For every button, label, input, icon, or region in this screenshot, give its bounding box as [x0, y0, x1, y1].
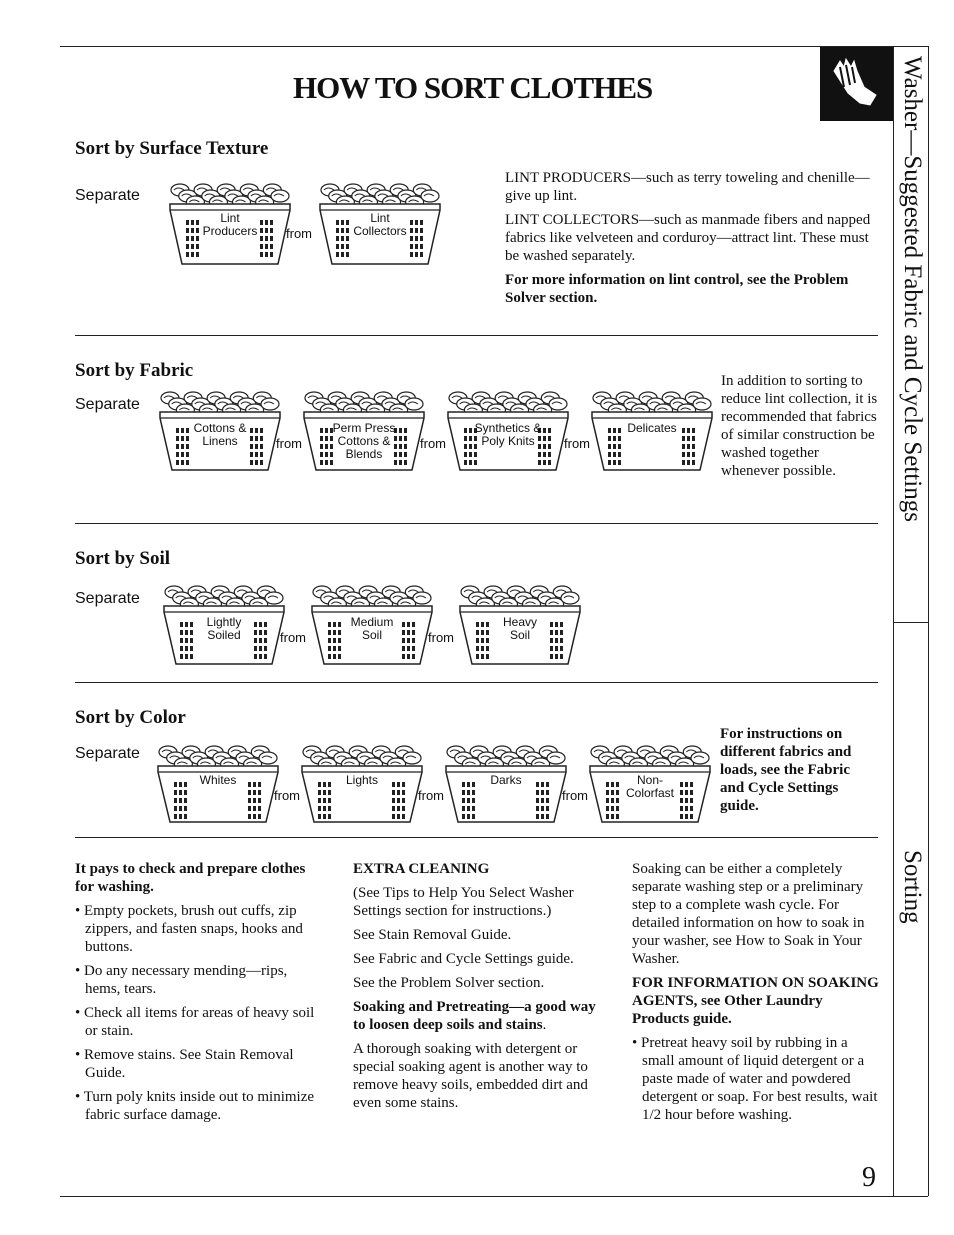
stain-guide-ref: See Stain Removal Guide.: [353, 927, 512, 943]
list-item: • Do any necessary mending—rips, hems, tears.: [75, 963, 288, 997]
basket-label: Lint Producers: [202, 211, 258, 238]
texture-heading: Sort by Surface Texture: [75, 138, 269, 159]
soaking-list: [632, 1034, 882, 1124]
hand-pointing-icon: [820, 47, 893, 121]
soaking-pretreating: [353, 998, 608, 1034]
list-item: • Remove stains. See Stain Removal Guide.: [75, 1047, 294, 1081]
texture-text: [505, 169, 875, 313]
prepare-list: [75, 902, 325, 1124]
basket-label: Perm Press Cottons & Blends: [332, 421, 396, 461]
soil-separate-label: Separate: [75, 590, 140, 607]
soaking-pretreating-end: .: [542, 1017, 547, 1033]
basket-label: Lights: [345, 773, 379, 787]
extra-cleaning-tips: (See Tips to Help You Select Washer Settings section for instructions.): [353, 885, 574, 919]
soaking-agents-note: FOR INFORMATION ON SOAKING AGENTS, see Other Laundry Products guide.: [632, 975, 879, 1027]
top-rule: [60, 46, 928, 47]
basket-label: Non- Colorfast: [625, 773, 675, 800]
side-tab-sorting: Sorting: [899, 850, 926, 924]
lint-producers-text: LINT PRODUCERS—such as terry toweling and chenille—give up lint.: [505, 170, 870, 204]
from-label: from: [276, 436, 302, 451]
soil-heading: Sort by Soil: [75, 548, 171, 569]
divider-2: [75, 523, 878, 524]
page-title: HOW TO SORT CLOTHES: [293, 70, 653, 105]
from-label: from: [280, 630, 306, 645]
list-item: • Empty pockets, brush out cuffs, zip zippers, and fasten snaps, hooks and buttons.: [75, 903, 303, 955]
fabric-heading: Sort by Fabric: [75, 360, 194, 381]
basket-label: Synthetics & Poly Knits: [474, 421, 542, 448]
column-extra-cleaning: [353, 860, 608, 1118]
soaking-description: Soaking can be either a completely separate washing step or a preliminary step to a complete wash cycle. For detailed information on how to soak in your washer, see How to Soak in Your Washer.: [632, 861, 865, 967]
list-item: • Turn poly knits inside out to minimize fabric surface damage.: [75, 1089, 315, 1123]
basket-label: Lightly Soiled: [206, 615, 242, 642]
fabric-note: In addition to sorting to reduce lint collection, it is recommended that fabrics of similar construction be washed together whenever possible.: [721, 373, 878, 479]
from-label: from: [420, 436, 446, 451]
texture-separate-label: Separate: [75, 187, 140, 204]
column-soaking: [632, 860, 882, 1130]
from-label: from: [564, 436, 590, 451]
extra-cleaning-heading: EXTRA CLEANING: [353, 861, 490, 877]
fabric-separate-label: Separate: [75, 396, 140, 413]
from-label: from: [428, 630, 454, 645]
color-note: For instructions on different fabrics and loads, see the Fabric and Cycle Settings guide.: [720, 726, 852, 814]
divider-3: [75, 682, 878, 683]
basket-label: Delicates: [627, 421, 677, 435]
basket-label: Lint Collectors: [353, 211, 407, 238]
color-heading: Sort by Color: [75, 707, 186, 728]
soaking-text: A thorough soaking with detergent or special soaking agent is another way to remove heavy soils, embedded dirt and even some stains.: [353, 1041, 588, 1111]
tab-separator: [893, 622, 928, 623]
tab-divider-line: [893, 46, 894, 1196]
list-item: • Pretreat heavy soil by rubbing in a small amount of liquid detergent or a paste made of water and powdered detergent or soap. For best results, wait 1/2 hour before washing.: [632, 1035, 878, 1123]
basket-label: Medium Soil: [350, 615, 394, 642]
page-right-edge: [928, 46, 929, 1196]
page-number: 9: [862, 1162, 876, 1193]
basket-label: Whites: [199, 773, 237, 787]
side-tab-title: Washer—Suggested Fabric and Cycle Settings: [899, 56, 926, 522]
divider-1: [75, 335, 878, 336]
from-label: from: [274, 788, 300, 803]
from-label: from: [562, 788, 588, 803]
lint-collectors-text: LINT COLLECTORS—such as manmade fibers and napped fabrics like velveteen and corduroy—attract lint. These must be washed separately.: [505, 212, 871, 264]
problem-solver-ref: See the Problem Solver section.: [353, 975, 545, 991]
basket-label: Darks: [490, 773, 522, 787]
basket-label: Heavy Soil: [502, 615, 537, 642]
prepare-heading: It pays to check and prepare clothes for washing.: [75, 861, 306, 895]
soaking-pretreating-bold: Soaking and Pretreating—a good way to loosen deep soils and stains: [353, 999, 596, 1033]
fabric-guide-ref: See Fabric and Cycle Settings guide.: [353, 951, 574, 967]
column-prepare: [75, 860, 325, 1130]
color-separate-label: Separate: [75, 745, 140, 762]
from-label: from: [418, 788, 444, 803]
from-label: from: [286, 226, 312, 241]
divider-4: [75, 837, 878, 838]
bottom-rule: [60, 1196, 928, 1197]
lint-control-note: For more information on lint control, see the Problem Solver section.: [505, 272, 849, 306]
basket-label: Cottons & Linens: [193, 421, 247, 448]
list-item: • Check all items for areas of heavy soil or stain.: [75, 1005, 315, 1039]
